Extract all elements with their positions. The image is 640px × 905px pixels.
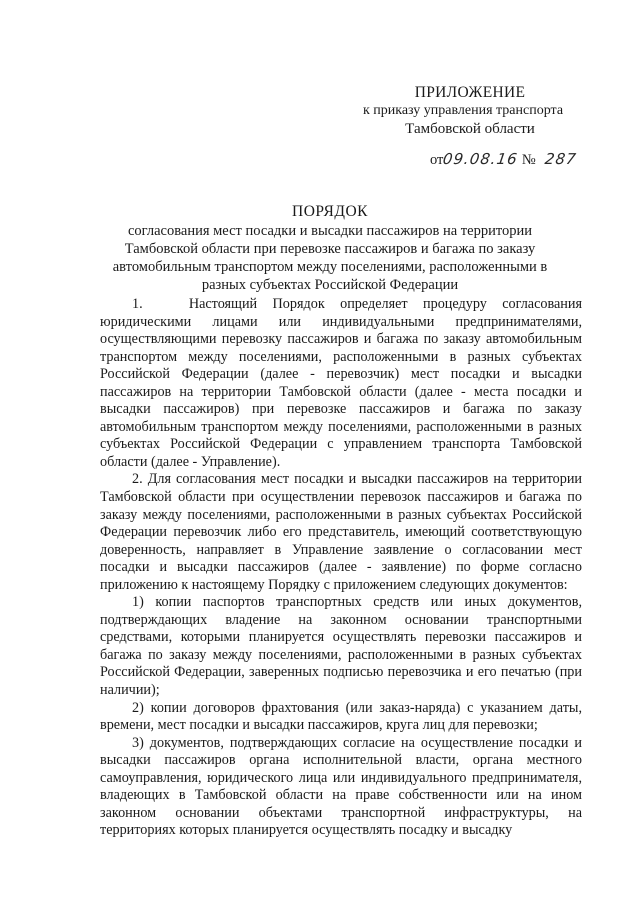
appendix-heading: ПРИЛОЖЕНИЕ (414, 84, 526, 101)
document-body (100, 296, 582, 840)
order-date-prefix: от (430, 152, 444, 168)
appendix-line-1: к приказу управления транспорта (362, 103, 564, 118)
handwritten-date: 09.08.16 (442, 150, 520, 168)
order-number-label: № (521, 152, 536, 168)
document-title (95, 203, 565, 294)
list-item-1: 1) копии паспортов транспортных средств или иных документов, подтверждающих владение на законном основании транспортными средствами, которыми планируется осуществлять перевозки пассажиров и багажа по заказу между поселениями, расположенными в разных субъектах Российской Федерации, заверенных подписью перевозчика и его печатью (при наличии); (100, 594, 582, 699)
order-reference (430, 150, 630, 169)
paragraph-2: 2. Для согласования мест посадки и высадки пассажиров на территории Тамбовской области при осуществлении перевозок пассажиров и багажа по заказу между поселениями, расположенными в разных субъектах Российской Федерации перевозчик либо его представитель, имеющий соответствующую доверенность, направляет в Управление заявление о согласовании мест посадки и высадки пассажиров (далее - заявление) по форме согласно приложению к настоящему Порядку с приложением следующих документов: (100, 471, 582, 593)
title-subtitle: согласования мест посадки и высадки пассажиров на территории Тамбовской области при перевозке пассажиров и багажа по заказу автомобильным транспортом между поселениями, расположенными в разных субъектах Российской Федерации (112, 223, 548, 293)
title-main: ПОРЯДОК (292, 203, 368, 220)
list-item-3: 3) документов, подтверждающих согласие на осуществление посадки и высадки пассажиров органа исполнительной власти, органа местного самоуправления, юридического лица или индивидуального предпринимателя, владеющих в Тамбовской области на праве собственности или на ином законном основании объектами транспортной инфраструктуры, на территориях которых планируется осуществлять посадку и высадку (100, 734, 582, 839)
paragraph-1: 1. Настоящий Порядок определяет процедуру согласования юридическими лицами или индивидуальными предпринимателями, осуществляющими перевозку пассажиров и багажа по заказу автомобильным транспортом между поселениями, расположенными в разных субъектах Российской Федерации (далее - перевозчик) мест посадки и высадки пассажиров на территории Тамбовской области (далее - места посадки и высадки пассажиров) при перевозке пассажиров и багажа по заказу автомобильным транспортом между поселениями, расположенными в разных субъектах Российской Федерации с управлением транспорта Тамбовской области (далее - Управление). (100, 296, 582, 470)
handwritten-number: 287 (544, 150, 579, 168)
appendix-header (360, 84, 580, 138)
appendix-line-2: Тамбовской области (405, 121, 535, 137)
list-item-2: 2) копии договоров фрахтования (или заказ-наряда) с указанием даты, времени, мест посадки и высадки пассажиров, круга лиц для перевозки; (100, 699, 582, 734)
